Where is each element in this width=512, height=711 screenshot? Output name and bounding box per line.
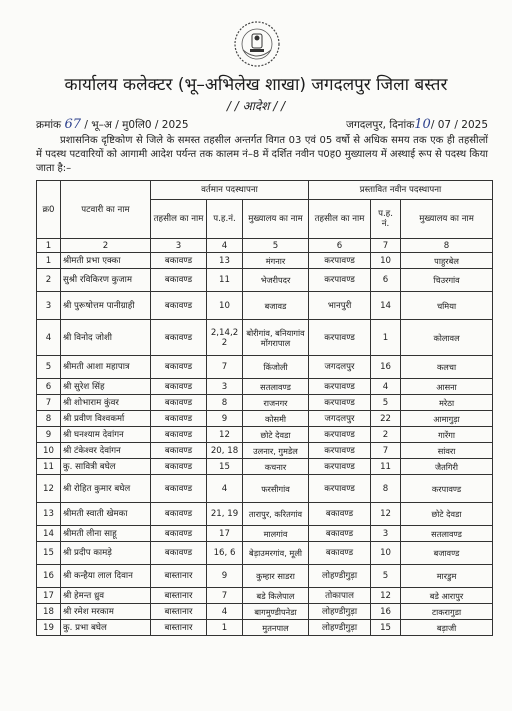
serial-cell: 12 <box>37 475 61 503</box>
table-body <box>37 253 493 636</box>
new-ph-no-cell: 15 <box>371 620 401 636</box>
current-ph-no-cell: 9 <box>207 565 243 588</box>
new-tehsil-cell: करपावण्ड <box>309 427 371 443</box>
new-hq-cell: छोटे देवडा <box>401 503 493 526</box>
new-tehsil-cell: करपावण्ड <box>309 395 371 411</box>
current-ph-no-cell: 4 <box>207 604 243 620</box>
current-hq-cell: कचनार <box>243 459 309 475</box>
date-handwritten-day: 10 <box>414 117 431 132</box>
column-number: 4 <box>207 239 243 253</box>
current-tehsil-cell: बकावण्ड <box>151 427 207 443</box>
new-hq-cell: बड़ाजी <box>401 620 493 636</box>
new-ph-no-cell: 3 <box>371 526 401 542</box>
serial-cell: 14 <box>37 526 61 542</box>
current-ph-no-cell: 15 <box>207 459 243 475</box>
new-hq-cell: टाकरागुडा <box>401 604 493 620</box>
current-hq-cell: तारापुर, करितगांव <box>243 503 309 526</box>
serial-cell: 4 <box>37 320 61 356</box>
col-header-new-ph-no: प.ह. नं. <box>371 200 401 239</box>
state-emblem-icon <box>231 20 283 68</box>
current-hq-cell: बोरीगांव, बनियागांव मोंगरापाल <box>243 320 309 356</box>
serial-cell: 13 <box>37 503 61 526</box>
patwari-name-cell: श्री टंकेश्वर देवांगन <box>61 443 151 459</box>
col-header-current-tehsil: तहसील का नाम <box>151 200 207 239</box>
new-tehsil-cell: करपावण्ड <box>309 459 371 475</box>
col-header-patwari-name: पटवारी का नाम <box>61 181 151 239</box>
current-ph-no-cell: 16, 6 <box>207 542 243 565</box>
current-ph-no-cell: 11 <box>207 269 243 292</box>
patwari-name-cell: श्री शोभाराम कुंवर <box>61 395 151 411</box>
new-ph-no-cell: 5 <box>371 395 401 411</box>
new-tehsil-cell: लोहण्डीगुड़ा <box>309 565 371 588</box>
current-tehsil-cell: बकावण्ड <box>151 411 207 427</box>
new-ph-no-cell: 6 <box>371 269 401 292</box>
current-hq-cell: भेजरीपदर <box>243 269 309 292</box>
new-hq-cell: गारेंगा <box>401 427 493 443</box>
group-header-current: वर्तमान पदस्थापना <box>151 181 309 200</box>
current-hq-cell: कोसमी <box>243 411 309 427</box>
current-ph-no-cell: 2,14,2 2 <box>207 320 243 356</box>
new-hq-cell: पाहुरबेल <box>401 253 493 269</box>
new-tehsil-cell: करपावण्ड <box>309 253 371 269</box>
current-hq-cell: मालगांव <box>243 526 309 542</box>
table-row <box>37 475 493 503</box>
table-row <box>37 427 493 443</box>
new-hq-cell: सांवरा <box>401 443 493 459</box>
current-hq-cell: बेड़ाउमरगांव, मूली <box>243 542 309 565</box>
patwari-name-cell: श्री प्रदीप कामड़े <box>61 542 151 565</box>
current-hq-cell: छोटे देवडा <box>243 427 309 443</box>
current-hq-cell: बागमुण्डीपनेडा <box>243 604 309 620</box>
new-ph-no-cell: 12 <box>371 588 401 604</box>
table-row <box>37 356 493 379</box>
new-hq-cell: आसना <box>401 379 493 395</box>
current-hq-cell: मुतनपाल <box>243 620 309 636</box>
serial-cell: 8 <box>37 411 61 427</box>
new-ph-no-cell: 2 <box>371 427 401 443</box>
serial-cell: 18 <box>37 604 61 620</box>
current-ph-no-cell: 7 <box>207 356 243 379</box>
new-tehsil-cell: बकावण्ड <box>309 542 371 565</box>
table-row <box>37 379 493 395</box>
order-body-text: प्रशासनिक दृष्टिकोण से जिले के समस्त तहसील अन्तर्गत विगत 03 एवं 05 वर्षो से अधिक समय तक एक ही तहसीलों में पदस्थ पटवारियों को आगामी आदेश पर्यन्त तक कालम नं–8 में दर्शित नवीन प0ह0 मुख्यालय में अस्थाई रूप से पदस्थ किया जाता है:– <box>36 135 488 174</box>
table-row <box>37 292 493 320</box>
col-header-current-hq: मुख्यालय का नाम <box>243 200 309 239</box>
new-ph-no-cell: 22 <box>371 411 401 427</box>
current-tehsil-cell: बास्तानार <box>151 604 207 620</box>
new-tehsil-cell: बकावण्ड <box>309 526 371 542</box>
current-tehsil-cell: बकावण्ड <box>151 379 207 395</box>
new-ph-no-cell: 5 <box>371 565 401 588</box>
new-tehsil-cell: करपावण्ड <box>309 475 371 503</box>
current-tehsil-cell: बास्तानार <box>151 565 207 588</box>
new-ph-no-cell: 16 <box>371 604 401 620</box>
current-hq-cell: सतलावण्ड <box>243 379 309 395</box>
table-row <box>37 443 493 459</box>
new-tehsil-cell: लोहण्डीगुड़ा <box>309 620 371 636</box>
new-tehsil-cell: जगदलपुर <box>309 411 371 427</box>
patwari-name-cell: सुश्री रविकिरण कुजाम <box>61 269 151 292</box>
current-tehsil-cell: बकावण्ड <box>151 475 207 503</box>
current-tehsil-cell: बकावण्ड <box>151 292 207 320</box>
table-row <box>37 604 493 620</box>
new-ph-no-cell: 11 <box>371 459 401 475</box>
new-ph-no-cell: 10 <box>371 542 401 565</box>
current-ph-no-cell: 1 <box>207 620 243 636</box>
new-ph-no-cell: 4 <box>371 379 401 395</box>
col-header-new-hq: मुख्यालय का नाम <box>401 200 493 239</box>
table-row <box>37 320 493 356</box>
patwari-name-cell: श्रीमती प्रभा एक्का <box>61 253 151 269</box>
current-tehsil-cell: बकावण्ड <box>151 253 207 269</box>
serial-cell: 5 <box>37 356 61 379</box>
new-hq-cell: करपावण्ड <box>401 475 493 503</box>
current-ph-no-cell: 3 <box>207 379 243 395</box>
serial-cell: 10 <box>37 443 61 459</box>
current-ph-no-cell: 21, 19 <box>207 503 243 526</box>
current-ph-no-cell: 17 <box>207 526 243 542</box>
new-tehsil-cell: करपावण्ड <box>309 379 371 395</box>
patwari-name-cell: श्री सुरेश सिंह <box>61 379 151 395</box>
new-ph-no-cell: 16 <box>371 356 401 379</box>
new-hq-cell: मरेठा <box>401 395 493 411</box>
current-tehsil-cell: बास्तानार <box>151 588 207 604</box>
new-ph-no-cell: 10 <box>371 253 401 269</box>
patwari-name-cell: श्री हेमन्त ध्रुव <box>61 588 151 604</box>
patwari-name-cell: कु. प्रभा बघेल <box>61 620 151 636</box>
current-hq-cell: किंजोली <box>243 356 309 379</box>
ref-suffix: / भू–अ / मु0लि0 / 2025 <box>84 119 189 131</box>
serial-cell: 2 <box>37 269 61 292</box>
table-row <box>37 542 493 565</box>
new-hq-cell: कलचा <box>401 356 493 379</box>
column-number: 1 <box>37 239 61 253</box>
current-hq-cell: बजावड <box>243 292 309 320</box>
new-tehsil-cell: करपावण्ड <box>309 320 371 356</box>
patwari-name-cell: श्रीमती आशा महापात्र <box>61 356 151 379</box>
new-ph-no-cell: 1 <box>371 320 401 356</box>
column-number-row <box>37 239 493 253</box>
serial-cell: 3 <box>37 292 61 320</box>
new-hq-cell: कोलावल <box>401 320 493 356</box>
new-ph-no-cell: 14 <box>371 292 401 320</box>
patwari-name-cell: श्री कन्हैया लाल दिवान <box>61 565 151 588</box>
new-tehsil-cell: बकावण्ड <box>309 503 371 526</box>
patwari-name-cell: श्री रमेश मरकाम <box>61 604 151 620</box>
new-tehsil-cell: करपावण्ड <box>309 269 371 292</box>
new-tehsil-cell: लोहण्डीगुड़ा <box>309 604 371 620</box>
column-number: 5 <box>243 239 309 253</box>
ref-handwritten-number: 67 <box>64 117 82 132</box>
ref-prefix: क्रमांक <box>36 119 62 131</box>
patwari-name-cell: श्री रोहित कुमार बघेल <box>61 475 151 503</box>
table-row <box>37 459 493 475</box>
order-date <box>346 117 488 132</box>
serial-cell: 15 <box>37 542 61 565</box>
new-hq-cell: आमागुड़ा <box>401 411 493 427</box>
table-row <box>37 503 493 526</box>
current-tehsil-cell: बकावण्ड <box>151 269 207 292</box>
col-header-new-tehsil: तहसील का नाम <box>309 200 371 239</box>
current-ph-no-cell: 4 <box>207 475 243 503</box>
column-number: 8 <box>401 239 493 253</box>
serial-cell: 6 <box>37 379 61 395</box>
current-hq-cell: राजनगर <box>243 395 309 411</box>
current-ph-no-cell: 12 <box>207 427 243 443</box>
current-ph-no-cell: 20, 18 <box>207 443 243 459</box>
group-header-proposed: प्रस्तावित नवीन पदस्थापना <box>309 181 493 200</box>
current-tehsil-cell: बकावण्ड <box>151 443 207 459</box>
current-hq-cell: उलनार, गुमडेल <box>243 443 309 459</box>
current-hq-cell: कुम्हार साडरा <box>243 565 309 588</box>
current-hq-cell: बडे किलेपाल <box>243 588 309 604</box>
new-hq-cell: बजावण्ड <box>401 542 493 565</box>
column-number: 2 <box>61 239 151 253</box>
table-row <box>37 565 493 588</box>
current-tehsil-cell: बकावण्ड <box>151 542 207 565</box>
serial-cell: 19 <box>37 620 61 636</box>
new-tehsil-cell: जगदलपुर <box>309 356 371 379</box>
table-row <box>37 411 493 427</box>
col-header-serial: क्र0 <box>37 181 61 239</box>
transfer-table <box>36 180 493 636</box>
new-hq-cell: चमिया <box>401 292 493 320</box>
patwari-name-cell: श्री घनश्याम देवांगन <box>61 427 151 443</box>
new-tehsil-cell: भानपुरी <box>309 292 371 320</box>
serial-cell: 16 <box>37 565 61 588</box>
serial-cell: 17 <box>37 588 61 604</box>
current-tehsil-cell: बकावण्ड <box>151 320 207 356</box>
current-ph-no-cell: 7 <box>207 588 243 604</box>
new-hq-cell: बडे आरापुर <box>401 588 493 604</box>
table-row <box>37 269 493 292</box>
current-tehsil-cell: बास्तानार <box>151 620 207 636</box>
new-tehsil-cell: तोकापाल <box>309 588 371 604</box>
current-hq-cell: फरसीगांव <box>243 475 309 503</box>
patwari-name-cell: कु. सावित्री बघेल <box>61 459 151 475</box>
date-prefix: जगदलपुर, दिनांक <box>346 119 415 131</box>
column-number: 7 <box>371 239 401 253</box>
date-suffix: / 07 / 2025 <box>430 119 488 131</box>
current-ph-no-cell: 10 <box>207 292 243 320</box>
patwari-name-cell: श्रीमती लीना साहू <box>61 526 151 542</box>
table-row <box>37 395 493 411</box>
current-ph-no-cell: 13 <box>207 253 243 269</box>
new-ph-no-cell: 12 <box>371 503 401 526</box>
new-ph-no-cell: 7 <box>371 443 401 459</box>
serial-cell: 1 <box>37 253 61 269</box>
serial-cell: 11 <box>37 459 61 475</box>
new-tehsil-cell: करपावण्ड <box>309 443 371 459</box>
new-hq-cell: चिउरगांव <box>401 269 493 292</box>
current-tehsil-cell: बकावण्ड <box>151 356 207 379</box>
table-row <box>37 588 493 604</box>
table-row <box>37 620 493 636</box>
current-hq-cell: मंगनार <box>243 253 309 269</box>
office-title: कार्यालय कलेक्टर (भू–अभिलेख शाखा) जगदलपुर जिला बस्तर <box>64 75 448 95</box>
column-number: 3 <box>151 239 207 253</box>
current-tehsil-cell: बकावण्ड <box>151 395 207 411</box>
current-tehsil-cell: बकावण्ड <box>151 526 207 542</box>
serial-cell: 9 <box>37 427 61 443</box>
current-tehsil-cell: बकावण्ड <box>151 459 207 475</box>
table-row <box>37 526 493 542</box>
new-ph-no-cell: 8 <box>371 475 401 503</box>
patwari-name-cell: श्री विनोद जोशी <box>61 320 151 356</box>
column-number: 6 <box>309 239 371 253</box>
new-hq-cell: जैतगिरी <box>401 459 493 475</box>
current-ph-no-cell: 9 <box>207 411 243 427</box>
table-row <box>37 253 493 269</box>
table-group-header-row <box>37 181 493 200</box>
order-label: / / आदेश / / <box>226 99 286 113</box>
reference-number <box>36 117 189 132</box>
patwari-name-cell: श्री पुरूषोत्तम पानीग्राही <box>61 292 151 320</box>
patwari-name-cell: श्रीमती स्वाती खेमका <box>61 503 151 526</box>
current-tehsil-cell: बकावण्ड <box>151 503 207 526</box>
col-header-current-ph-no: प.ह.नं. <box>207 200 243 239</box>
current-ph-no-cell: 8 <box>207 395 243 411</box>
patwari-name-cell: श्री प्रवीण विश्वकर्मा <box>61 411 151 427</box>
new-hq-cell: मारडुम <box>401 565 493 588</box>
serial-cell: 7 <box>37 395 61 411</box>
new-hq-cell: सतलावण्ड <box>401 526 493 542</box>
